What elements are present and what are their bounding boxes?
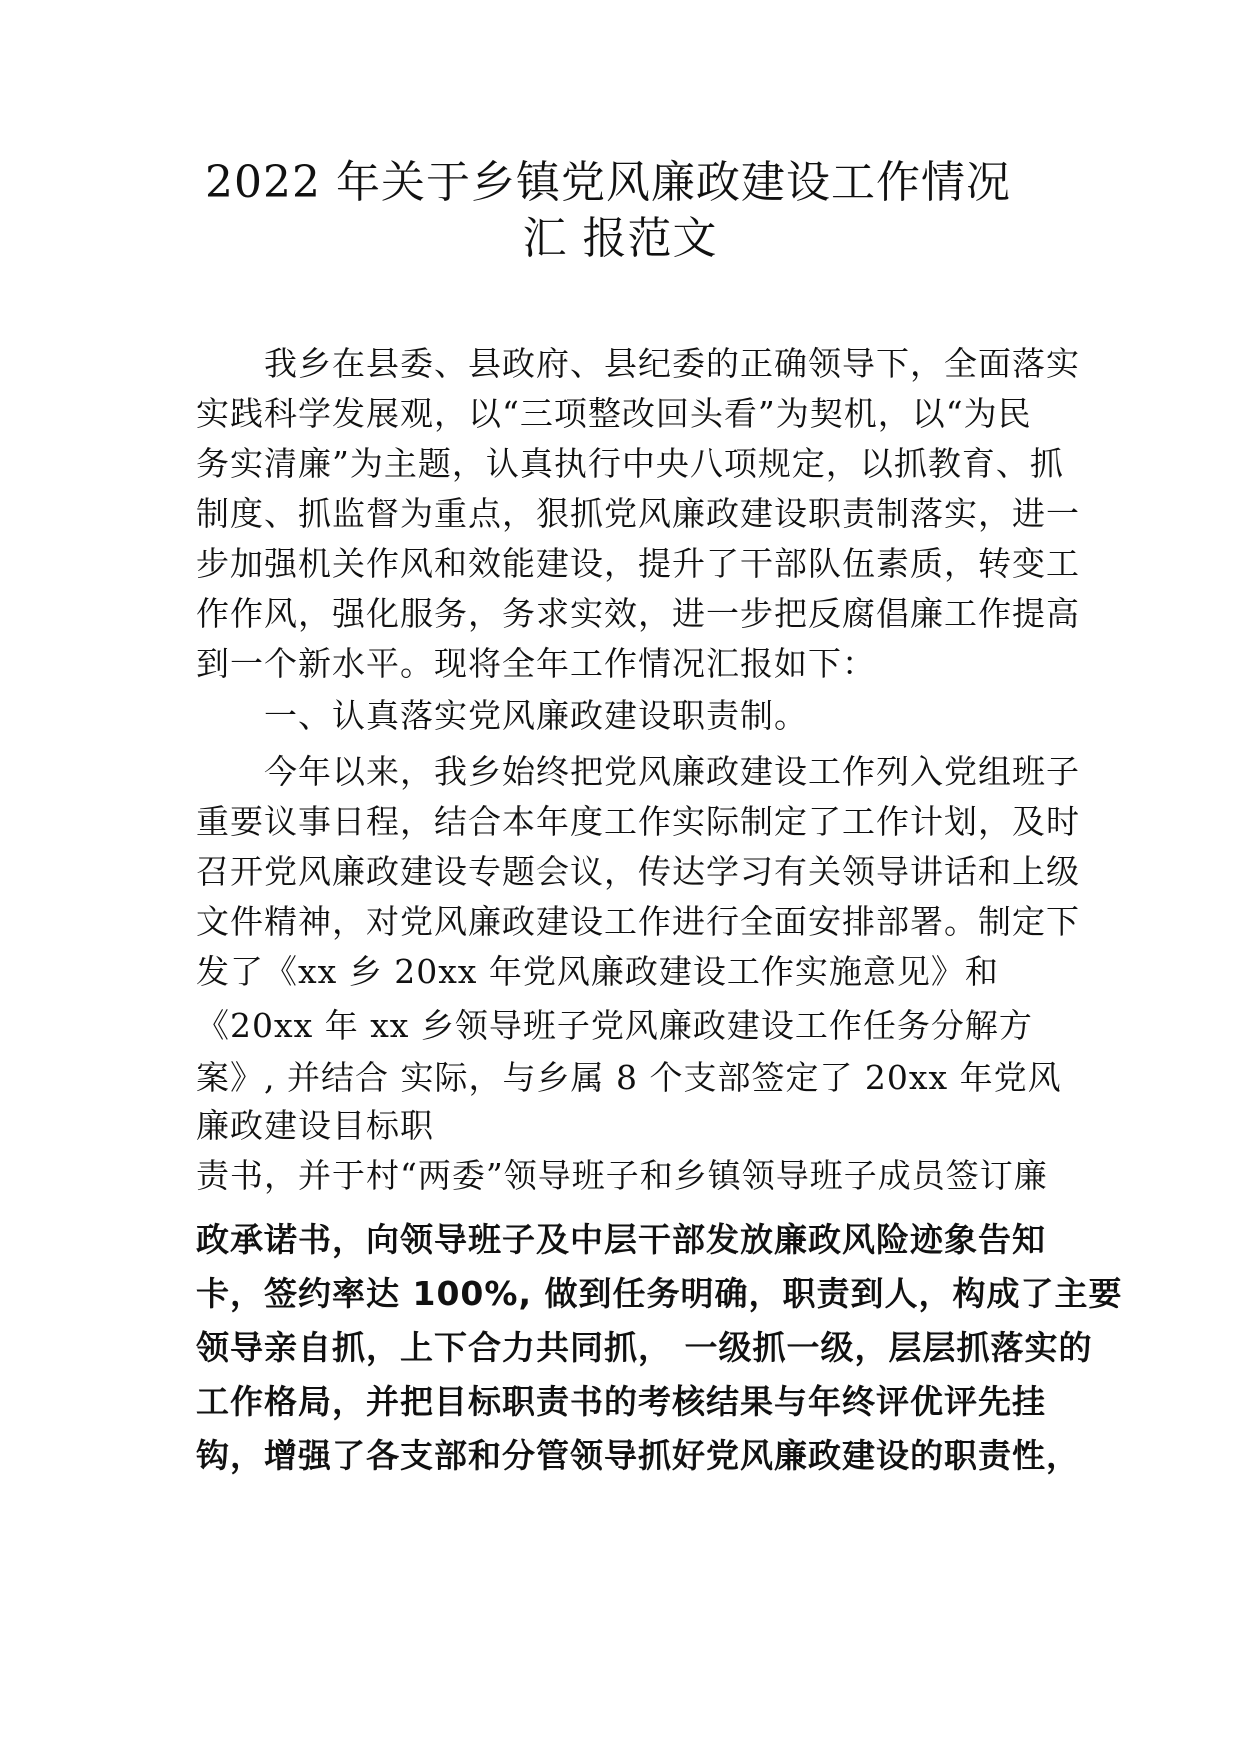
body-line: 文件精神，对党风廉政建设工作进行全面安排部署。制定下: [196, 902, 1080, 941]
body-line-bold: 领导亲自抓，上下合力共同抓， 一级抓一级，层层抓落实的: [196, 1328, 1093, 1367]
body-line: 制度、抓监督为重点，狠抓党风廉政建设职责制落实，进一: [196, 494, 1080, 533]
body-line-bold: 工作格局，并把目标职责书的考核结果与年终评优评先挂: [196, 1382, 1046, 1421]
body-line: 务实清廉”为主题，认真执行中央八项规定，以抓教育、抓: [196, 444, 1064, 483]
document-title-line-1: 2022 年关于乡镇党风廉政建设工作情况: [205, 157, 1011, 208]
body-line: 我乡在县委、县政府、县纪委的正确领导下，全面落实: [196, 344, 1080, 383]
body-line: 作作风，强化服务，务求实效，进一步把反腐倡廉工作提高: [196, 594, 1080, 633]
body-line: 重要议事日程，结合本年度工作实际制定了工作计划，及时: [196, 802, 1080, 841]
document-title-line-2: 汇 报范文: [522, 213, 718, 264]
body-line: 到一个新水平。现将全年工作情况汇报如下：: [196, 644, 876, 683]
section-heading: 一、认真落实党风廉政建设职责制。: [196, 696, 808, 735]
body-line-bold: 卡，签约率达 100%, 做到任务明确，职责到人，构成了主要: [196, 1274, 1123, 1313]
body-line: 案》, 并结合 实际，与乡属 8 个支部签定了 20xx 年党风: [196, 1058, 1062, 1097]
body-line: 步加强机关作风和效能建设，提升了干部队伍素质，转变工: [196, 544, 1080, 583]
body-line: 召开党风廉政建设专题会议，传达学习有关领导讲话和上级: [196, 852, 1080, 891]
body-line: 发了《xx 乡 20xx 年党风廉政建设工作实施意见》和: [196, 952, 999, 991]
body-line: 今年以来，我乡始终把党风廉政建设工作列入党组班子: [196, 752, 1080, 791]
body-line: 《20xx 年 xx 乡领导班子党风廉政建设工作任务分解方: [196, 1006, 1033, 1045]
body-line: 实践科学发展观，以“三项整改回头看”为契机，以“为民: [196, 394, 1032, 433]
body-line-bold: 钩，增强了各支部和分管领导抓好党风廉政建设的职责性，: [196, 1436, 1080, 1475]
body-line: 廉政建设目标职: [196, 1106, 434, 1145]
body-line: 责书，并于村“两委”领导班子和乡镇领导班子成员签订廉: [196, 1156, 1048, 1195]
body-line-bold: 政承诺书，向领导班子及中层干部发放廉政风险迹象告知: [196, 1220, 1046, 1259]
